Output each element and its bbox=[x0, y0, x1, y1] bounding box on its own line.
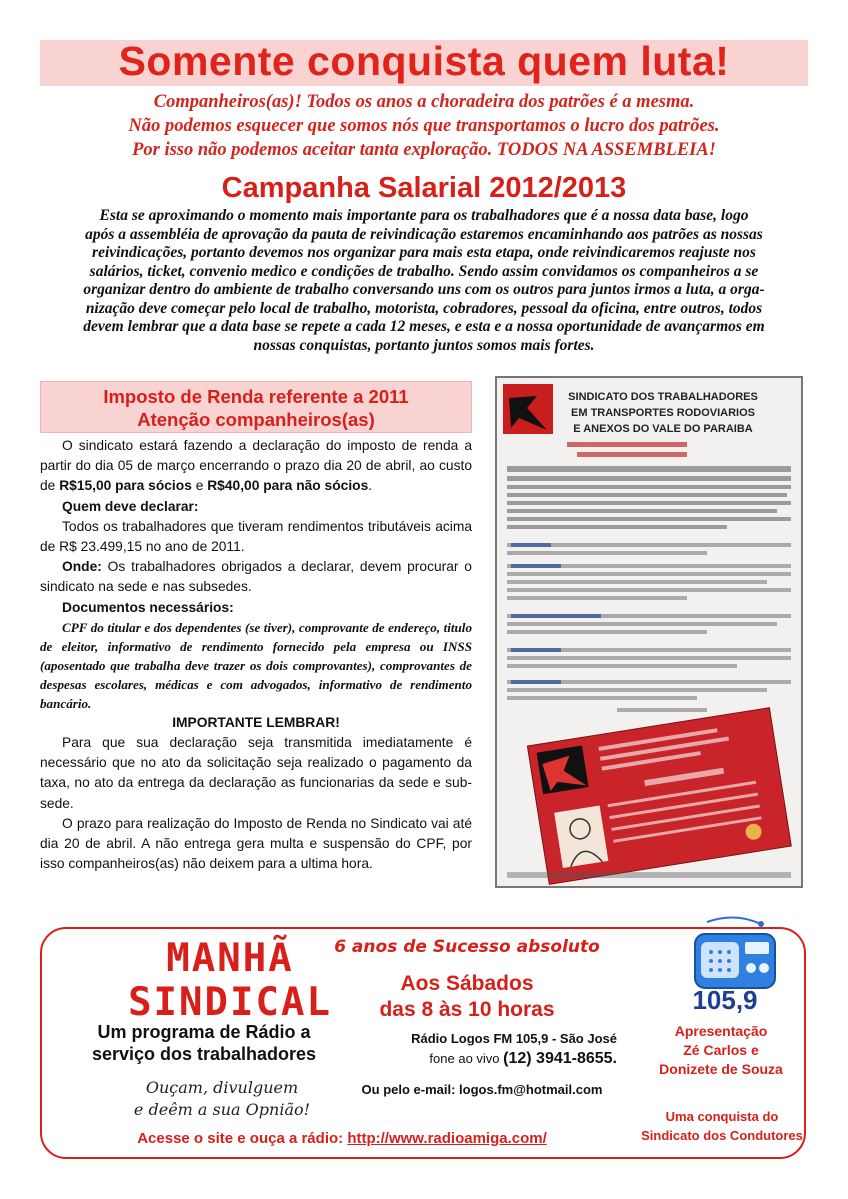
show-schedule bbox=[352, 971, 582, 1023]
page-title: Somente conquista quem luta! bbox=[118, 38, 730, 84]
website-label: Acesse o site e ouça a rádio: bbox=[137, 1130, 348, 1147]
income-tax-subtitle: Atenção companheiros(as) bbox=[137, 409, 375, 430]
where-text: Os trabalhadores obrigados a declarar, devem procurar o sindicato na sede e nas subsedes. bbox=[40, 559, 472, 595]
union-credit-line: Uma conquista do bbox=[665, 1109, 779, 1124]
radio-icon bbox=[687, 914, 783, 996]
notice-org-line: SINDICATO DOS TRABALHADORES bbox=[568, 391, 758, 403]
live-phone bbox=[377, 1050, 617, 1068]
who-paragraph: Todos os trabalhadores que tiveram rendimentos tributáveis acima de R$ 23.499,15 no ano de 2011. bbox=[40, 518, 472, 555]
show-subtitle-line: serviço dos trabalhadores bbox=[91, 1044, 317, 1064]
contact-email[interactable]: Ou pelo e-mail: logos.fm@hotmail.com bbox=[361, 1082, 603, 1097]
show-title-line: MANHÃ bbox=[166, 936, 294, 981]
listen-call-line: Ouçam, divulguem bbox=[145, 1078, 299, 1097]
phone-label: fone ao vivo bbox=[429, 1051, 504, 1066]
fee-text: O sindicato estará fazendo a declaração do imposto de renda a partir do dia 05 de março encerrando o prazo dia 20 de abril, ao custo de bbox=[40, 438, 472, 494]
fee-paragraph bbox=[40, 436, 472, 497]
hosts bbox=[646, 1022, 796, 1079]
campaign-title: Campanha Salarial 2012/2013 bbox=[221, 172, 627, 204]
union-notice-image bbox=[495, 376, 803, 888]
intro-line: Não podemos esquecer que somos nós que transportamos o lucro dos patrões. bbox=[128, 116, 720, 136]
listen-call-line: e deêm a sua Opnião! bbox=[133, 1100, 311, 1119]
intro-line: Companheiros(as)! Todos os anos a choradeira dos patrões é a mesma. bbox=[153, 92, 695, 112]
documents-heading: Documentos necessários: bbox=[62, 599, 234, 615]
host-name: Zé Carlos e bbox=[683, 1042, 759, 1058]
fee-end: . bbox=[368, 478, 373, 494]
union-credit bbox=[637, 1107, 807, 1145]
campaign-line: devem lembrar que a data base se repete a cada 12 meses, e esta e a nossa oportunidade de avançarmos em bbox=[83, 318, 765, 335]
member-price: R$15,00 para sócios bbox=[59, 478, 192, 494]
income-tax-article bbox=[40, 436, 472, 874]
campaign-line: após a assembléia de aprovação da pauta de reivindicação estaremos encaminhando aos patrões as nossas bbox=[85, 225, 763, 243]
show-subtitle bbox=[54, 1021, 354, 1065]
campaign-line: salários, ticket, convenio medico e condições de trabalho. Sendo assim convidamos os companheiros a se bbox=[89, 262, 759, 280]
hosts-label: Apresentação bbox=[674, 1023, 768, 1039]
documents-paragraph: CPF do titular e dos dependentes (se tiver), comprovante de endereço, titulo de eleitor, informativo de rendimento fornecido pela empresa ou INSS (aposentado que trabalha deve trazer os dois comprovantes), comprovantes de despesas escolares, médicas e com advogados, informativo de rendimento bancário. bbox=[40, 619, 472, 711]
listen-call bbox=[102, 1077, 342, 1121]
notice-org-line: EM TRANSPORTES RODOVIARIOS bbox=[571, 407, 755, 419]
nonmember-price: R$40,00 para não sócios bbox=[207, 478, 369, 494]
who-heading: Quem deve declarar: bbox=[62, 498, 199, 514]
campaign-line: organizar dentro do ambiente de trabalho conversando uns com os outros para juntos irmos a luta, a orga- bbox=[83, 281, 765, 298]
website-link[interactable]: http://www.radioamiga.com/ bbox=[347, 1130, 547, 1147]
income-tax-title: Imposto de Renda referente a 2011 bbox=[103, 386, 409, 407]
show-day: Aos Sábados bbox=[400, 972, 534, 995]
campaign-paragraph bbox=[40, 207, 808, 355]
income-tax-heading-box bbox=[40, 381, 472, 433]
website-line bbox=[62, 1130, 622, 1147]
deadline-paragraph: O prazo para realização do Imposto de Renda no Sindicato vai até dia 20 de abril. A não entrega gera multa e suspensão do CPF, por isso companheiros(as) não deixem para a ultima hora. bbox=[40, 815, 472, 872]
radio-show-box bbox=[40, 927, 806, 1159]
campaign-line: nização deve começar pelo local de trabalho, motorista, cobradores, pessoal da oficina, entre outros, todos bbox=[85, 299, 763, 317]
campaign-line: nossas conquistas, portanto juntos somos mais fortes. bbox=[253, 336, 595, 354]
show-subtitle-line: Um programa de Rádio a bbox=[97, 1022, 311, 1042]
important-paragraph: Para que sua declaração seja transmitida imediatamente é necessário que no ato da solicitação seja realizado o pagamento da taxa, no ato da entrega da declaração as funcionarias da sede e sub-sede. bbox=[40, 735, 472, 811]
notice-illustration bbox=[497, 378, 801, 886]
host-name: Donizete de Souza bbox=[659, 1061, 783, 1077]
fee-conjunction: e bbox=[191, 478, 208, 494]
where-paragraph bbox=[40, 557, 472, 597]
intro-line: Por isso não podemos aceitar tanta exploração. TODOS NA ASSEMBLEIA! bbox=[132, 140, 716, 160]
important-heading: IMPORTANTE LEMBRAR! bbox=[172, 714, 340, 730]
campaign-line: reivindicações, portanto devemos nos organizar para mais esta etapa, onde reivindicaremos reajuste nos bbox=[92, 244, 756, 261]
union-credit-line: Sindicato dos Condutores bbox=[641, 1128, 803, 1143]
show-title-line: SINDICAL bbox=[128, 980, 332, 1025]
station-frequency: 105,9 bbox=[692, 985, 758, 1015]
intro-paragraph bbox=[40, 90, 808, 162]
years-tagline: 6 anos de Sucesso absoluto bbox=[334, 937, 600, 957]
where-label: Onde: bbox=[62, 559, 102, 575]
notice-org-line: E ANEXOS DO VALE DO PARAIBA bbox=[573, 423, 753, 435]
phone-number[interactable]: (12) 3941-8655. bbox=[503, 1050, 617, 1067]
show-hours: das 8 às 10 horas bbox=[379, 998, 555, 1021]
station-name: Rádio Logos FM 105,9 - São José bbox=[411, 1031, 617, 1046]
campaign-line: Esta se aproximando o momento mais importante para os trabalhadores que é a nossa data base, logo bbox=[99, 207, 749, 224]
